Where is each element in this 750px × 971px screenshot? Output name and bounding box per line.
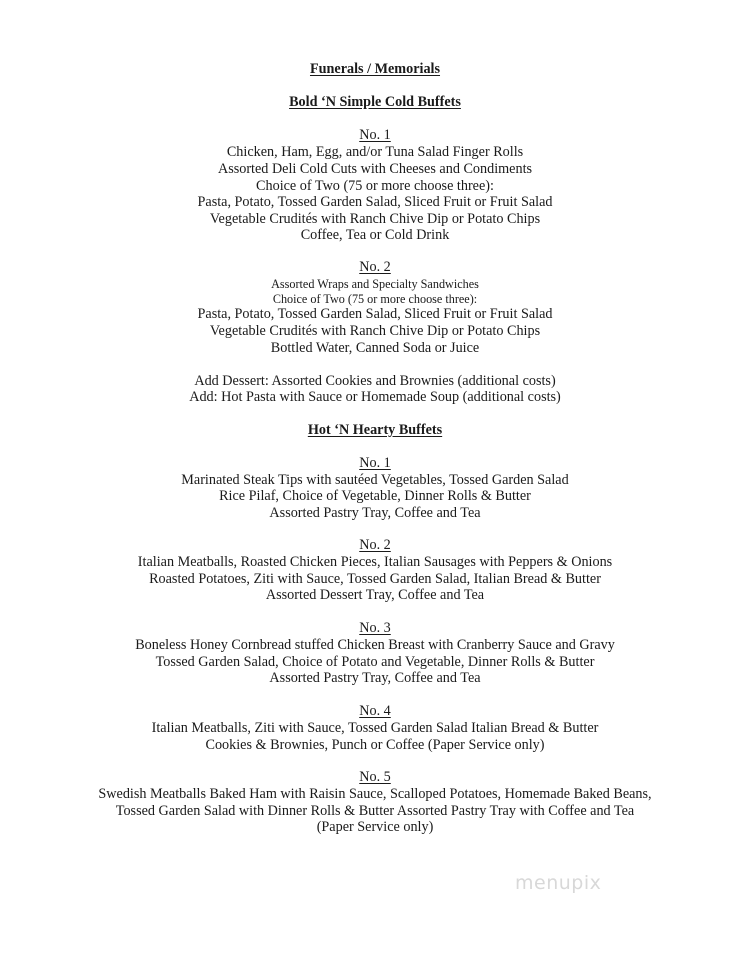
addon-line: Add: Hot Pasta with Sauce or Homemade Soup (additional costs) xyxy=(189,389,561,405)
menu-line: Assorted Wraps and Specialty Sandwiches xyxy=(271,277,479,291)
menu-line: Italian Meatballs, Ziti with Sauce, Tossed Garden Salad Italian Bread & Butter xyxy=(151,720,599,736)
menu-line: Roasted Potatoes, Ziti with Sauce, Tossed Garden Salad, Italian Bread & Butter xyxy=(149,571,601,587)
page-title: Funerals / Memorials xyxy=(309,61,441,77)
cold-buffets-heading: Bold ‘N Simple Cold Buffets xyxy=(289,94,461,110)
menu-line: Pasta, Potato, Tossed Garden Salad, Sliced Fruit or Fruit Salad xyxy=(197,194,553,210)
menu-line: Tossed Garden Salad with Dinner Rolls & Butter Assorted Pastry Tray with Coffee and Tea xyxy=(115,803,635,819)
hot-no1-label: No. 1 xyxy=(359,455,391,471)
menu-line: Coffee, Tea or Cold Drink xyxy=(300,227,450,243)
hot-no3-label: No. 3 xyxy=(359,620,391,636)
hot-buffets-heading: Hot ‘N Hearty Buffets xyxy=(307,422,443,438)
menu-line: Swedish Meatballs Baked Ham with Raisin Sauce, Scalloped Potatoes, Homemade Baked Beans, xyxy=(98,786,652,802)
menu-line: Vegetable Crudités with Ranch Chive Dip or Potato Chips xyxy=(209,211,541,227)
hot-no5-label: No. 5 xyxy=(359,769,391,785)
menu-line: Marinated Steak Tips with sautéed Vegetables, Tossed Garden Salad xyxy=(181,472,569,488)
menu-line: (Paper Service only) xyxy=(316,819,434,835)
hot-no4-label: No. 4 xyxy=(359,703,391,719)
menu-line: Assorted Pastry Tray, Coffee and Tea xyxy=(269,505,481,521)
menu-line: Vegetable Crudités with Ranch Chive Dip or Potato Chips xyxy=(209,323,541,339)
menu-line: Cookies & Brownies, Punch or Coffee (Paper Service only) xyxy=(205,737,545,753)
addon-line: Add Dessert: Assorted Cookies and Brownies (additional costs) xyxy=(194,373,556,389)
menu-line: Boneless Honey Cornbread stuffed Chicken Breast with Cranberry Sauce and Gravy xyxy=(135,637,615,653)
menu-line: Choice of Two (75 or more choose three): xyxy=(272,292,478,306)
cold-no1-label: No. 1 xyxy=(359,127,391,143)
menu-line: Assorted Deli Cold Cuts with Cheeses and Condiments xyxy=(217,161,533,177)
menu-line: Italian Meatballs, Roasted Chicken Pieces, Italian Sausages with Peppers & Onions xyxy=(137,554,613,570)
menu-line: Rice Pilaf, Choice of Vegetable, Dinner Rolls & Butter xyxy=(219,488,531,504)
hot-no2-label: No. 2 xyxy=(359,537,391,553)
cold-no2-label: No. 2 xyxy=(359,259,391,275)
menu-line: Pasta, Potato, Tossed Garden Salad, Sliced Fruit or Fruit Salad xyxy=(197,306,553,322)
menu-line: Tossed Garden Salad, Choice of Potato and Vegetable, Dinner Rolls & Butter xyxy=(155,654,595,670)
menu-line: Assorted Dessert Tray, Coffee and Tea xyxy=(265,587,485,603)
menu-line: Choice of Two (75 or more choose three): xyxy=(256,178,494,194)
menu-line: Chicken, Ham, Egg, and/or Tuna Salad Finger Rolls xyxy=(226,144,524,160)
menu-line: Assorted Pastry Tray, Coffee and Tea xyxy=(269,670,481,686)
menu-line: Bottled Water, Canned Soda or Juice xyxy=(270,340,480,356)
menupix-watermark: menupix xyxy=(515,872,602,894)
